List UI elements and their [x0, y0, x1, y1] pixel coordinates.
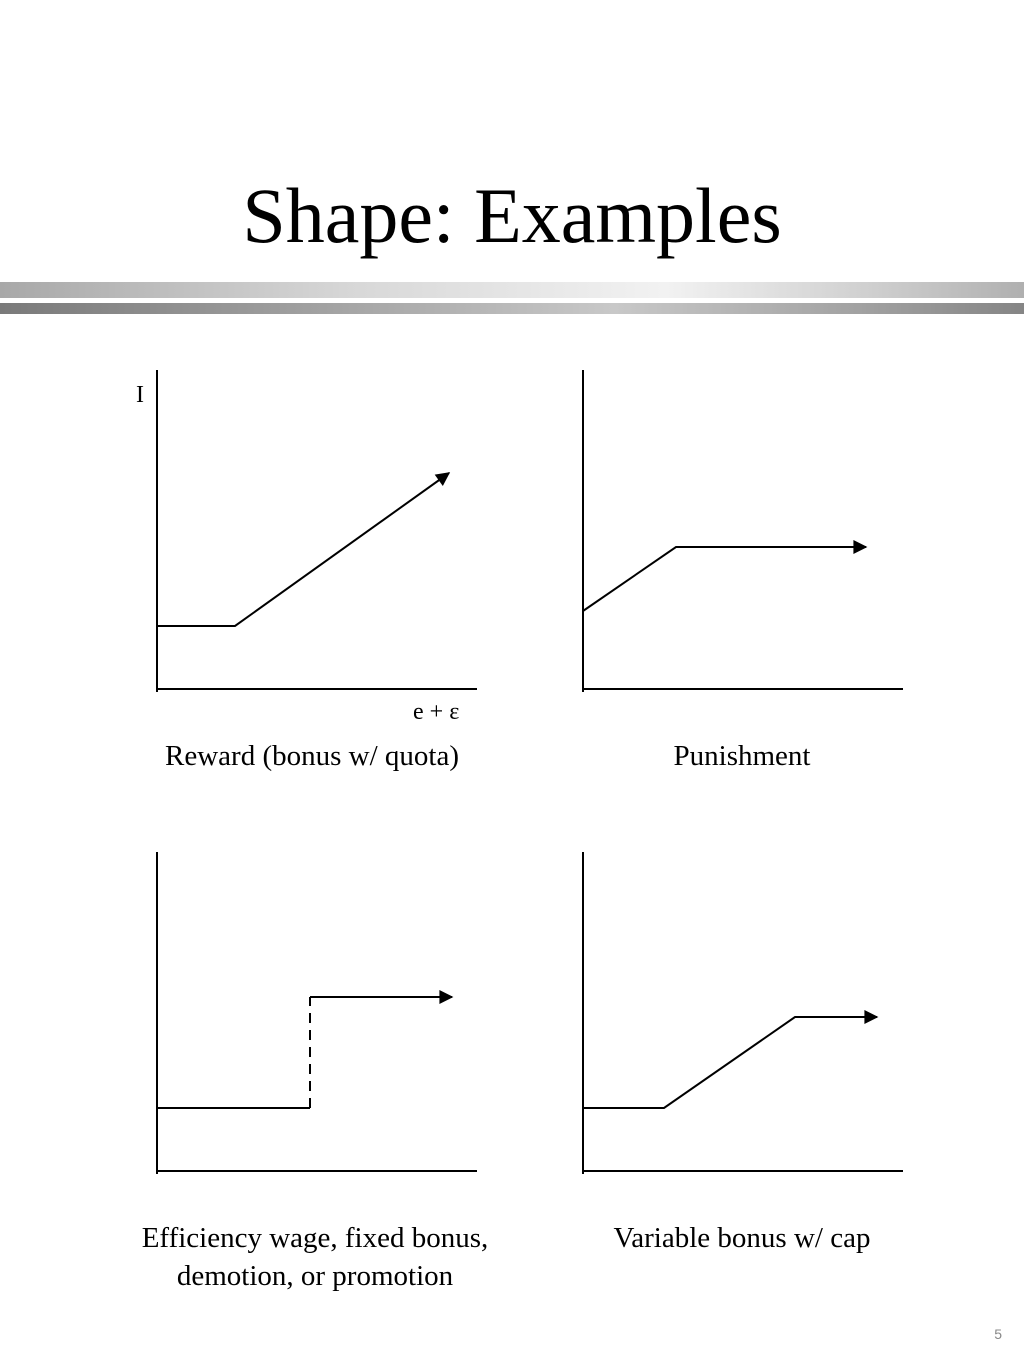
page-number: 5	[994, 1326, 1002, 1342]
slide-title: Shape: Examples	[242, 172, 782, 259]
caption-reward: Reward (bonus w/ quota)	[165, 740, 459, 772]
reward-curve	[157, 473, 449, 626]
panel-variable-bonus	[583, 852, 903, 1174]
caption-line: demotion, or promotion	[176, 1260, 454, 1292]
caption-efficiency-wage	[90, 1219, 540, 1295]
caption-punishment: Punishment	[673, 740, 811, 772]
x-axis-label: e + ε	[413, 699, 460, 725]
y-axis-label: I	[136, 382, 144, 408]
caption-variable-bonus: Variable bonus w/ cap	[613, 1222, 871, 1254]
panel-reward	[157, 370, 477, 692]
caption-line: Efficiency wage, fixed bonus,	[141, 1222, 489, 1254]
variable-bonus-curve	[583, 1017, 877, 1108]
panel-efficiency-wage	[157, 852, 477, 1174]
panel-punishment	[583, 370, 903, 692]
punishment-curve	[583, 547, 866, 611]
